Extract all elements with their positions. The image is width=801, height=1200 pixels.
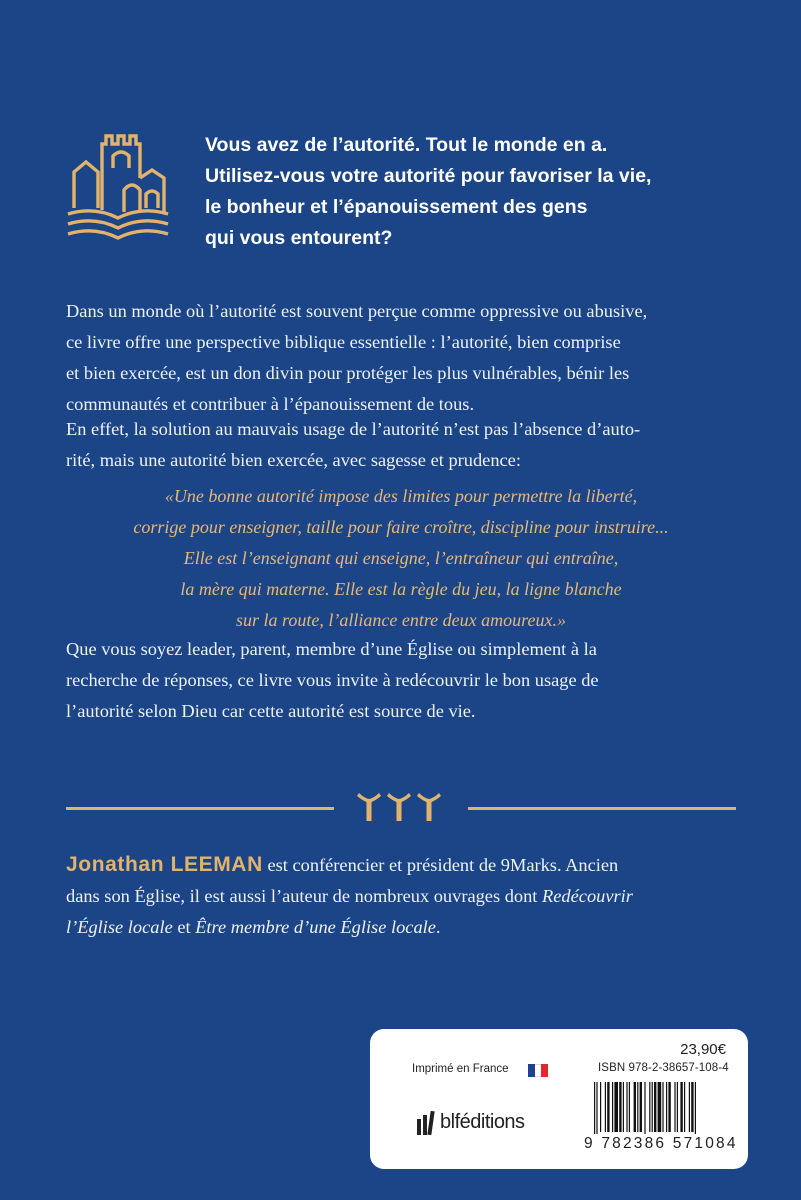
france-flag-icon [528, 1064, 548, 1077]
author-text: . [435, 917, 441, 937]
price-label: 23,90€ [680, 1041, 726, 1058]
author-text: dans son Église, il est aussi l’auteur de nombreux ouvrages dont [66, 886, 543, 906]
barcode-bar [677, 1082, 678, 1132]
barcode-bar [637, 1082, 638, 1132]
barcode-bar [652, 1082, 653, 1132]
body-line: ce livre offre une perspective biblique essentielle : l’autorité, bien comprise [66, 332, 621, 352]
barcode-bar [626, 1082, 627, 1132]
three-sprouts-icon [354, 793, 448, 823]
divider-line-left [66, 807, 334, 810]
book-title: Redécouvrir [542, 886, 633, 906]
publisher-name: blféditions [440, 1111, 525, 1133]
barcode-bar [607, 1082, 609, 1132]
publisher-logo [416, 1109, 556, 1139]
barcode-panel [370, 1029, 748, 1169]
barcode-bar [658, 1082, 662, 1132]
quote-line: «Une bonne autorité impose des limites pour permettre la liberté, [164, 486, 638, 506]
quote-line: corrige pour enseigner, taille pour faire croître, discipline pour instruire... [133, 517, 669, 537]
pull-quote [66, 481, 736, 636]
quote-line: sur la route, l’alliance entre deux amoureux.» [236, 610, 566, 630]
body-line: rité, mais une autorité bien exercée, avec sagesse et prudence: [66, 450, 521, 470]
barcode-bar [629, 1082, 630, 1132]
ornamental-divider [66, 793, 736, 823]
barcode-bar [662, 1082, 663, 1132]
barcode-bar [634, 1082, 636, 1132]
author-name: Jonathan LEEMAN [66, 853, 263, 876]
barcode-bar [691, 1082, 693, 1132]
castle-book-logo-icon [66, 128, 170, 244]
quote-line: Elle est l’enseignant qui enseigne, l’entraîneur qui entraîne, [183, 548, 619, 568]
book-title: l’Église locale [66, 917, 173, 937]
barcode-bar [640, 1082, 642, 1132]
barcode-bar [695, 1082, 696, 1134]
author-bio [66, 849, 736, 943]
barcode-bar [684, 1082, 685, 1132]
blf-books-icon [416, 1109, 438, 1137]
headline-line: Vous avez de l’autorité. Tout le monde en a. [205, 134, 608, 156]
printed-in-label: Imprimé en France [412, 1063, 509, 1075]
barcode-bar [649, 1082, 650, 1132]
barcode-bar [612, 1082, 613, 1132]
barcode-bar [594, 1082, 595, 1134]
barcode-bar [619, 1082, 621, 1132]
barcode-bar [654, 1082, 656, 1132]
barcode-bar [596, 1082, 597, 1134]
barcode-bar [644, 1082, 645, 1134]
divider-line-right [468, 807, 736, 810]
body-line: En effet, la solution au mauvais usage de l’autorité n’est pas l’absence d’auto- [66, 419, 641, 439]
body-line: et bien exercée, est un don divin pour protéger les plus vulnérables, bénir les [66, 363, 630, 383]
description-paragraph-2 [66, 414, 736, 476]
author-text: et [172, 917, 196, 937]
body-line: l’autorité selon Dieu car cette autorité est source de vie. [66, 701, 476, 721]
headline-line: qui vous entourent? [205, 227, 393, 249]
author-text: est conférencier et président de 9Marks. Ancien [262, 855, 619, 875]
body-line: recherche de réponses, ce livre vous invite à redécouvrir le bon usage de [66, 670, 599, 690]
author-line-1 [66, 849, 736, 881]
barcode-bar [674, 1082, 675, 1132]
book-title: Être membre d’une Église locale [195, 917, 436, 937]
barcode-bar [614, 1082, 618, 1132]
barcode-bar [680, 1082, 682, 1132]
barcode-bar [666, 1082, 667, 1132]
author-line-2 [66, 881, 736, 912]
isbn-label: ISBN 978-2-38657-108-4 [598, 1062, 729, 1074]
body-line: Que vous soyez leader, parent, membre d’une Église ou simplement à la [66, 639, 597, 659]
description-paragraph-3 [66, 634, 736, 727]
headline-line: Utilisez-vous votre autorité pour favoriser la vie, [205, 165, 652, 187]
barcode-bar [689, 1082, 690, 1132]
description-paragraph-1 [66, 296, 736, 420]
body-line: communautés et contribuer à l’épanouissement de tous. [66, 394, 475, 414]
quote-line: la mère qui materne. Elle est la règle du jeu, la ligne blanche [180, 579, 622, 599]
barcode-bar [600, 1082, 601, 1132]
barcode [594, 1082, 736, 1134]
headline-line: le bonheur et l’épanouissement des gens [205, 196, 588, 218]
body-line: Dans un monde où l’autorité est souvent perçue comme oppressive ou abusive, [66, 301, 648, 321]
barcode-number: 9 782386 571084 [584, 1135, 738, 1152]
barcode-bar [623, 1082, 624, 1132]
author-line-3 [66, 912, 736, 943]
headline [205, 130, 765, 254]
barcode-bar [668, 1082, 670, 1132]
barcode-bar [605, 1082, 606, 1132]
